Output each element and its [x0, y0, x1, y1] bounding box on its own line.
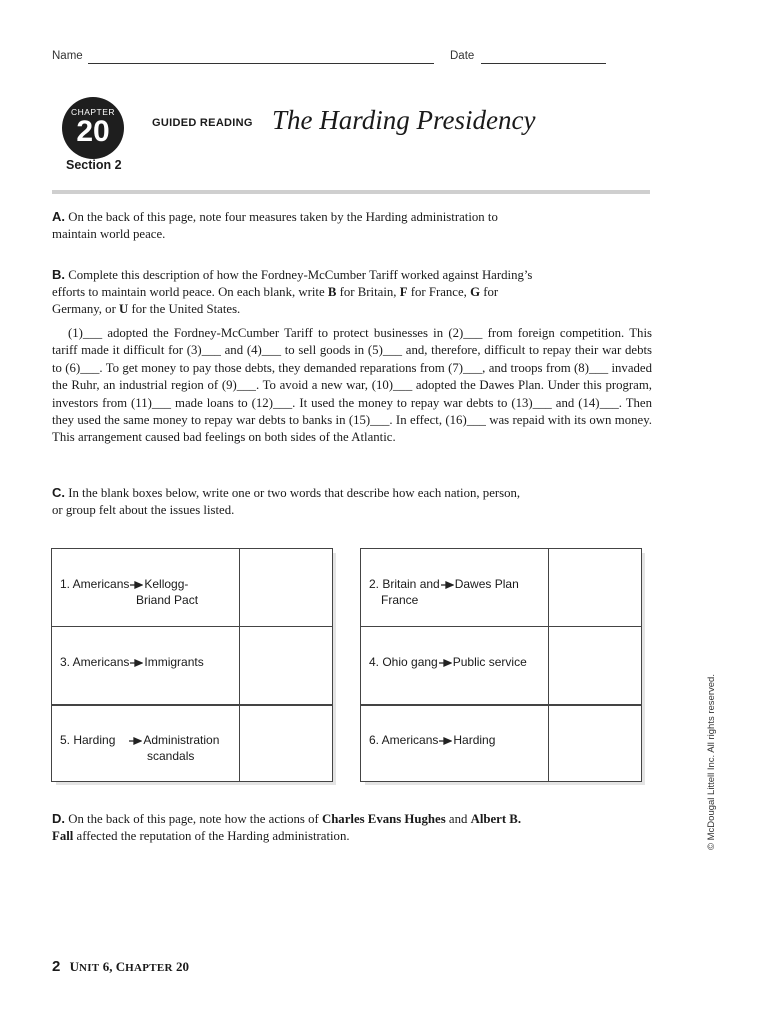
row-object-continued: scandals — [147, 749, 195, 763]
table-row — [361, 704, 641, 782]
table-row — [52, 704, 332, 782]
part-d — [52, 810, 522, 845]
table-row — [361, 549, 641, 627]
attitudes-table-left — [51, 548, 333, 782]
row-subject-continued: France — [381, 593, 419, 607]
footer-unit: NIT — [78, 962, 100, 974]
row-object: Administration — [143, 733, 220, 747]
part-c-label: C. — [52, 485, 65, 500]
guided-reading-label: GUIDED READING — [152, 117, 253, 129]
attitudes-table-right — [360, 548, 642, 782]
date-field-line[interactable] — [481, 63, 606, 64]
footer-unit-number: 6, — [99, 959, 116, 974]
code-britain: B — [327, 285, 337, 299]
row-label — [60, 732, 219, 764]
footer-chapter: C — [115, 959, 126, 974]
answer-box[interactable] — [242, 553, 328, 621]
row-object: Kellogg- — [144, 577, 189, 591]
row-subject: 5. Harding — [60, 733, 116, 747]
part-b-intro-text: Complete this description of how the Fordney-McCumber Tariff worked against Harding’s efforts to maintain world peace. On each blank, write — [52, 268, 533, 299]
tariff-paragraph: (1)___ adopted the Fordney-McCumber Tariff to protect businesses in (2)___ from foreign competition. This tariff made it difficult for (3)___ and (4)___ to sell goods in (5)___ and, therefore, difficult to repay their war debts to (6)___. To get money to pay those debts, they demanded reparations from (7)___, and troops from (8)___ invaded the Ruhr, an industrial region of (9)___. To avoid a new war, (10)___ adopted the Dawes Plan. Under this program, investors from (11)___ made loans to (12)___. It used the money to repay war debts to (13)___ and (14)___. Then they used the same money to repay war debts to banks in (15)___. In effect, (16)___ was repaid with its own money. This arrangement caused bad feelings on both sides of the Atlantic. — [52, 326, 652, 445]
page-title: The Harding Presidency — [272, 105, 536, 135]
chapter-number: 20 — [76, 115, 110, 148]
header-divider — [52, 190, 650, 194]
footer-chapter: HAPTER — [125, 962, 173, 974]
arrow-right-icon — [439, 737, 452, 745]
arrow-right-icon — [129, 737, 142, 745]
row-subject: 2. Britain and — [369, 577, 440, 591]
arrow-right-icon — [130, 659, 143, 667]
code-germany: G — [470, 285, 481, 299]
part-b-intro-text: for the United States. — [128, 302, 241, 316]
copyright-notice: © McDougal Littell Inc. All rights reserved. — [706, 674, 717, 850]
table-row — [52, 549, 332, 627]
row-object-continued: Briand Pact — [136, 593, 199, 607]
part-d-text: On the back of this page, note how the actions of — [68, 812, 322, 826]
row-label — [60, 654, 204, 670]
row-label — [369, 732, 495, 748]
name-label: Name — [52, 50, 83, 62]
chapter-badge — [62, 97, 124, 159]
arrow-right-icon — [439, 659, 452, 667]
section-label: Section 2 — [66, 158, 122, 172]
row-object: Dawes Plan — [454, 577, 519, 591]
part-b-intro-text: for France, — [407, 285, 471, 299]
part-d-text: and — [445, 812, 471, 826]
part-a-text: On the back of this page, note four measures taken by the Harding administration to maintain world peace. — [52, 210, 498, 241]
part-b-intro-text: for Germany, or — [52, 285, 499, 316]
part-d-label: D. — [52, 811, 65, 826]
code-france: F — [399, 285, 408, 299]
row-subject: 6. Americans — [369, 733, 439, 747]
date-label: Date — [450, 50, 475, 62]
part-b-intro — [52, 266, 534, 318]
arrow-right-icon — [130, 581, 143, 589]
name-hughes: Charles Evans Hughes — [321, 812, 446, 826]
footer-chapter-number: 20 — [172, 959, 189, 974]
code-united-states: U — [119, 302, 129, 316]
part-a-label: A. — [52, 209, 65, 224]
part-b-label: B. — [52, 267, 65, 282]
row-object: Immigrants — [144, 655, 204, 669]
part-b-intro-text: for Britain, — [336, 285, 400, 299]
part-c — [52, 484, 522, 519]
table-row — [361, 626, 641, 706]
page-number: 2 — [52, 958, 61, 975]
row-subject: 1. Americans — [60, 577, 130, 591]
answer-box[interactable] — [551, 631, 637, 699]
part-d-text: affected the reputation of the Harding administration. — [73, 829, 350, 843]
answer-box[interactable] — [242, 709, 328, 777]
table-row — [52, 626, 332, 706]
name-field-line[interactable] — [88, 63, 434, 64]
row-subject: 3. Americans — [60, 655, 130, 669]
answer-box[interactable] — [242, 631, 328, 699]
footer-unit: U — [69, 959, 79, 974]
row-label — [369, 576, 519, 608]
page-footer — [52, 958, 189, 975]
part-c-text: In the blank boxes below, write one or two words that describe how each nation, person, or group felt about the issues listed. — [52, 486, 521, 517]
answer-box[interactable] — [551, 709, 637, 777]
row-label — [60, 576, 198, 608]
row-object: Harding — [453, 733, 496, 747]
name-fall: Albert B. Fall — [52, 812, 522, 843]
arrow-right-icon — [441, 581, 454, 589]
row-label — [369, 654, 527, 670]
row-object: Public service — [452, 655, 527, 669]
chapter-label: CHAPTER — [70, 107, 116, 117]
row-subject: 4. Ohio gang — [369, 655, 438, 669]
part-a — [52, 208, 532, 243]
answer-box[interactable] — [551, 553, 637, 621]
